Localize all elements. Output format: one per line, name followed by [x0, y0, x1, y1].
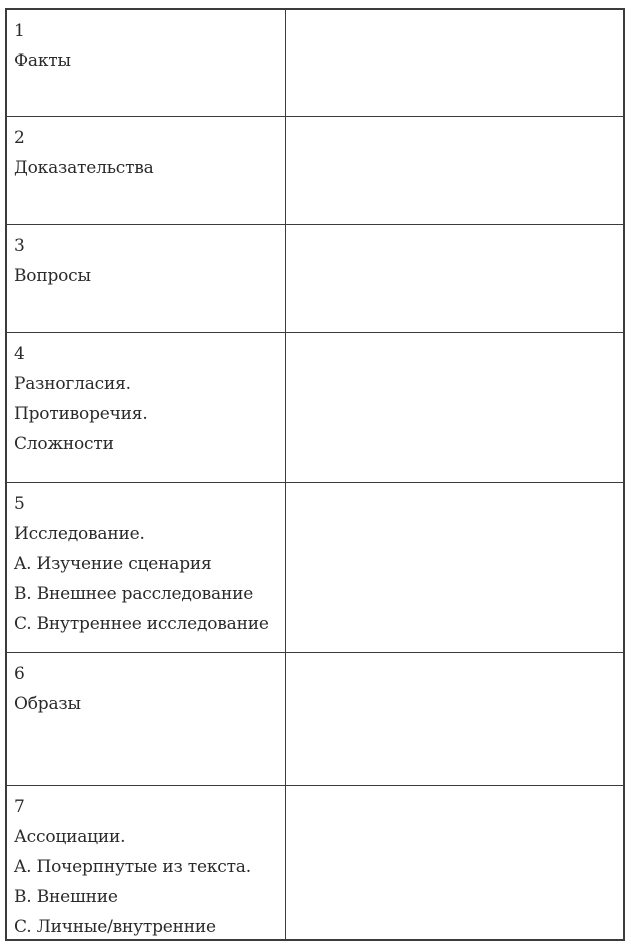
row-number: 2: [14, 128, 25, 148]
row-label-cell: [7, 10, 286, 116]
row-notes-cell[interactable]: [286, 333, 623, 482]
row-title: Факты: [14, 51, 71, 71]
row-number: 3: [14, 236, 25, 256]
table-row-7: [7, 786, 623, 939]
row-label-cell: [7, 225, 286, 332]
row-number: 6: [14, 664, 25, 684]
row-subline: C. Внутреннее исследование: [14, 614, 269, 634]
row-subline: A. Изучение сценария: [14, 554, 212, 574]
row-title: Образы: [14, 694, 81, 714]
row-subline: C. Личные/внутренние: [14, 917, 216, 937]
row-label-cell: [7, 333, 286, 482]
row-title: Доказательства: [14, 158, 154, 178]
row-notes-cell[interactable]: [286, 225, 623, 332]
row-number: 1: [14, 21, 25, 41]
row-number: 7: [14, 797, 25, 817]
row-notes-cell[interactable]: [286, 483, 623, 652]
row-notes-cell[interactable]: [286, 117, 623, 224]
table-row-5: [7, 483, 623, 653]
row-label-cell: [7, 786, 286, 939]
row-title: Вопросы: [14, 266, 91, 286]
table-row-2: [7, 117, 623, 225]
row-title: Разногласия.: [14, 374, 131, 394]
row-notes-cell[interactable]: [286, 10, 623, 116]
table-row-1: [7, 10, 623, 117]
row-notes-cell[interactable]: [286, 653, 623, 785]
row-label-cell: [7, 483, 286, 652]
table-row-4: [7, 333, 623, 483]
row-label-cell: [7, 653, 286, 785]
row-label-cell: [7, 117, 286, 224]
row-subline: A. Почерпнутые из текста.: [14, 857, 251, 877]
row-subline: B. Внешние: [14, 887, 118, 907]
analysis-table: [5, 8, 625, 941]
row-subline: Сложности: [14, 434, 114, 454]
table-row-3: [7, 225, 623, 333]
row-title: Исследование.: [14, 524, 145, 544]
row-number: 4: [14, 344, 25, 364]
row-number: 5: [14, 494, 25, 514]
row-notes-cell[interactable]: [286, 786, 623, 939]
row-subline: B. Внешнее расследование: [14, 584, 254, 604]
row-subline: Противоречия.: [14, 404, 148, 424]
table-row-6: [7, 653, 623, 786]
row-title: Ассоциации.: [14, 827, 126, 847]
